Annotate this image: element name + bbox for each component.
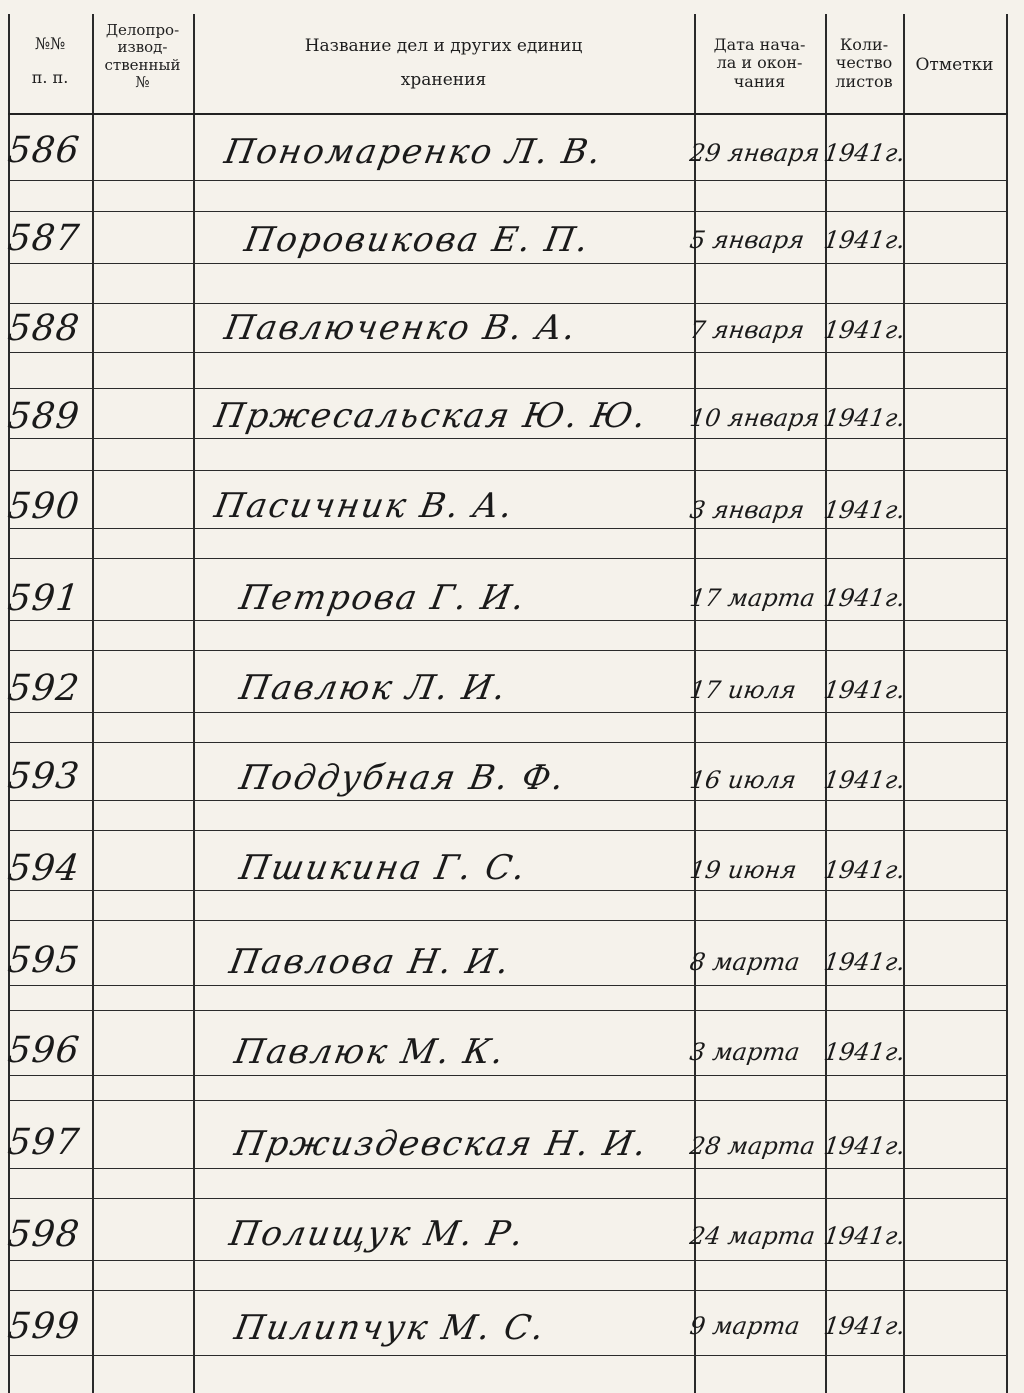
row-rule: [8, 1355, 1008, 1356]
row-date-year: 1941г.: [822, 1132, 907, 1160]
row-number: 594: [5, 848, 82, 889]
row-title: Павлюченко В. А.: [221, 308, 581, 348]
header-col-sheets-line: Коли-: [839, 35, 889, 54]
header-col-date-line: чания: [733, 71, 786, 91]
row-number: 599: [5, 1306, 82, 1347]
column-rule: [193, 14, 195, 1393]
header-col-num: [8, 35, 92, 88]
row-date-day: 3 января: [688, 496, 807, 524]
header-col-case-line: ственный: [104, 55, 181, 74]
header-col-date-line: Дата нача-: [713, 35, 806, 54]
row-number: 587: [5, 218, 82, 259]
row-rule: [8, 1010, 1008, 1011]
row-rule: [8, 1168, 1008, 1169]
row-date-day: 16 июля: [688, 766, 798, 794]
row-date-year: 1941г.: [822, 404, 907, 432]
row-rule: [8, 1290, 1008, 1291]
row-date-year: 1941г.: [822, 496, 907, 524]
row-number: 586: [5, 130, 82, 171]
row-date: [688, 856, 942, 884]
row-rule: [8, 1075, 1008, 1076]
row-rule: [8, 620, 1008, 621]
row-rule: [8, 985, 1008, 986]
row-rule: [8, 438, 1008, 439]
row-rule: [8, 920, 1008, 921]
header-col-sheets-line: чество: [835, 53, 893, 73]
row-date-year: 1941г.: [822, 1222, 907, 1250]
row-date-year: 1941г.: [822, 948, 907, 976]
row-rule: [8, 742, 1008, 743]
row-rule: [8, 800, 1008, 801]
row-rule: [8, 180, 1008, 181]
row-title: Пшикина Г. С.: [236, 848, 530, 888]
row-date-day: 5 января: [688, 226, 807, 254]
row-date: [688, 1132, 942, 1160]
row-date-year: 1941г.: [822, 316, 907, 344]
row-title: Пржиздевская Н. И.: [231, 1124, 652, 1164]
row-number: 596: [5, 1030, 82, 1071]
header-col-case-line: №: [135, 72, 150, 91]
row-rule: [8, 650, 1008, 651]
header-col-sheets: [825, 36, 903, 91]
row-date: [688, 584, 942, 612]
row-rule: [8, 1198, 1008, 1199]
row-rule: [8, 352, 1008, 353]
row-title: Поддубная В. Ф.: [236, 758, 569, 798]
row-title: Пасичник В. А.: [211, 486, 518, 526]
row-rule: [8, 558, 1008, 559]
row-date: [688, 139, 942, 167]
header-rule: [8, 113, 1008, 115]
row-date-day: 28 марта: [688, 1132, 817, 1160]
row-date-day: 8 марта: [688, 948, 802, 976]
row-date: [688, 1312, 942, 1340]
header-col-num-line: №№: [34, 34, 66, 53]
row-number: 590: [5, 486, 82, 527]
row-title: Пономаренко Л. В.: [221, 132, 606, 172]
row-number: 588: [5, 308, 82, 349]
row-rule: [8, 1100, 1008, 1101]
row-date-year: 1941г.: [822, 226, 907, 254]
row-date-year: 1941г.: [822, 676, 907, 704]
row-date: [688, 676, 942, 704]
row-date-year: 1941г.: [822, 856, 907, 884]
row-date: [688, 1038, 942, 1066]
row-title: Петрова Г. И.: [236, 578, 530, 618]
row-number: 593: [5, 756, 82, 797]
row-date: [688, 226, 942, 254]
row-number: 595: [5, 940, 82, 981]
row-title: Полищук М. Р.: [226, 1214, 529, 1254]
row-date-day: 29 января: [688, 139, 822, 167]
row-date: [688, 766, 942, 794]
row-rule: [8, 712, 1008, 713]
row-rule: [8, 1260, 1008, 1261]
row-title: Павлюк Л. И.: [236, 668, 511, 708]
row-rule: [8, 830, 1008, 831]
row-rule: [8, 263, 1008, 264]
header-col-title-line: хранения: [400, 69, 487, 90]
row-date-day: 10 января: [688, 404, 822, 432]
header-col-title: [193, 37, 694, 90]
header-col-date-line: ла и окон-: [716, 53, 803, 73]
row-rule: [8, 211, 1008, 212]
row-title: Павлюк М. К.: [231, 1032, 509, 1072]
row-date-year: 1941г.: [822, 766, 907, 794]
row-date-year: 1941г.: [822, 1038, 907, 1066]
header-col-notes: [903, 56, 1006, 76]
row-date: [688, 404, 942, 432]
row-date-day: 17 марта: [688, 584, 817, 612]
row-number: 598: [5, 1214, 82, 1255]
header-col-title-line: Название дел и других единиц: [304, 36, 583, 56]
header-col-case: [92, 22, 193, 91]
row-rule: [8, 890, 1008, 891]
row-date: [688, 316, 942, 344]
row-number: 591: [5, 578, 82, 619]
header-col-num-line: п. п.: [31, 68, 69, 88]
row-date-day: 3 марта: [688, 1038, 802, 1066]
header-col-date: [694, 36, 825, 91]
row-rule: [8, 470, 1008, 471]
row-date-day: 17 июля: [688, 676, 798, 704]
row-date: [688, 496, 942, 524]
row-date-day: 7 января: [688, 316, 807, 344]
row-title: Пилипчук М. С.: [231, 1308, 549, 1348]
header-col-sheets-line: листов: [835, 71, 893, 91]
row-rule: [8, 388, 1008, 389]
row-number: 589: [5, 396, 82, 437]
row-number: 597: [5, 1122, 82, 1163]
row-rule: [8, 528, 1008, 529]
header-col-notes-line: Отметки: [915, 55, 994, 75]
row-date-day: 9 марта: [688, 1312, 802, 1340]
column-rule: [1006, 14, 1008, 1393]
row-title: Павлова Н. И.: [226, 942, 514, 982]
row-title: Пржесальская Ю. Ю.: [211, 396, 651, 436]
row-date-day: 24 марта: [688, 1222, 817, 1250]
row-date-year: 1941г.: [822, 139, 907, 167]
row-number: 592: [5, 668, 82, 709]
header-col-case-line: Делопро-: [105, 21, 180, 39]
row-date: [688, 948, 942, 976]
row-date-year: 1941г.: [822, 584, 907, 612]
header-col-case-line: извод-: [117, 38, 168, 57]
row-rule: [8, 303, 1008, 304]
row-date-day: 19 июня: [688, 856, 799, 884]
row-date: [688, 1222, 942, 1250]
row-title: Поровикова Е. П.: [241, 220, 594, 260]
row-date-year: 1941г.: [822, 1312, 907, 1340]
